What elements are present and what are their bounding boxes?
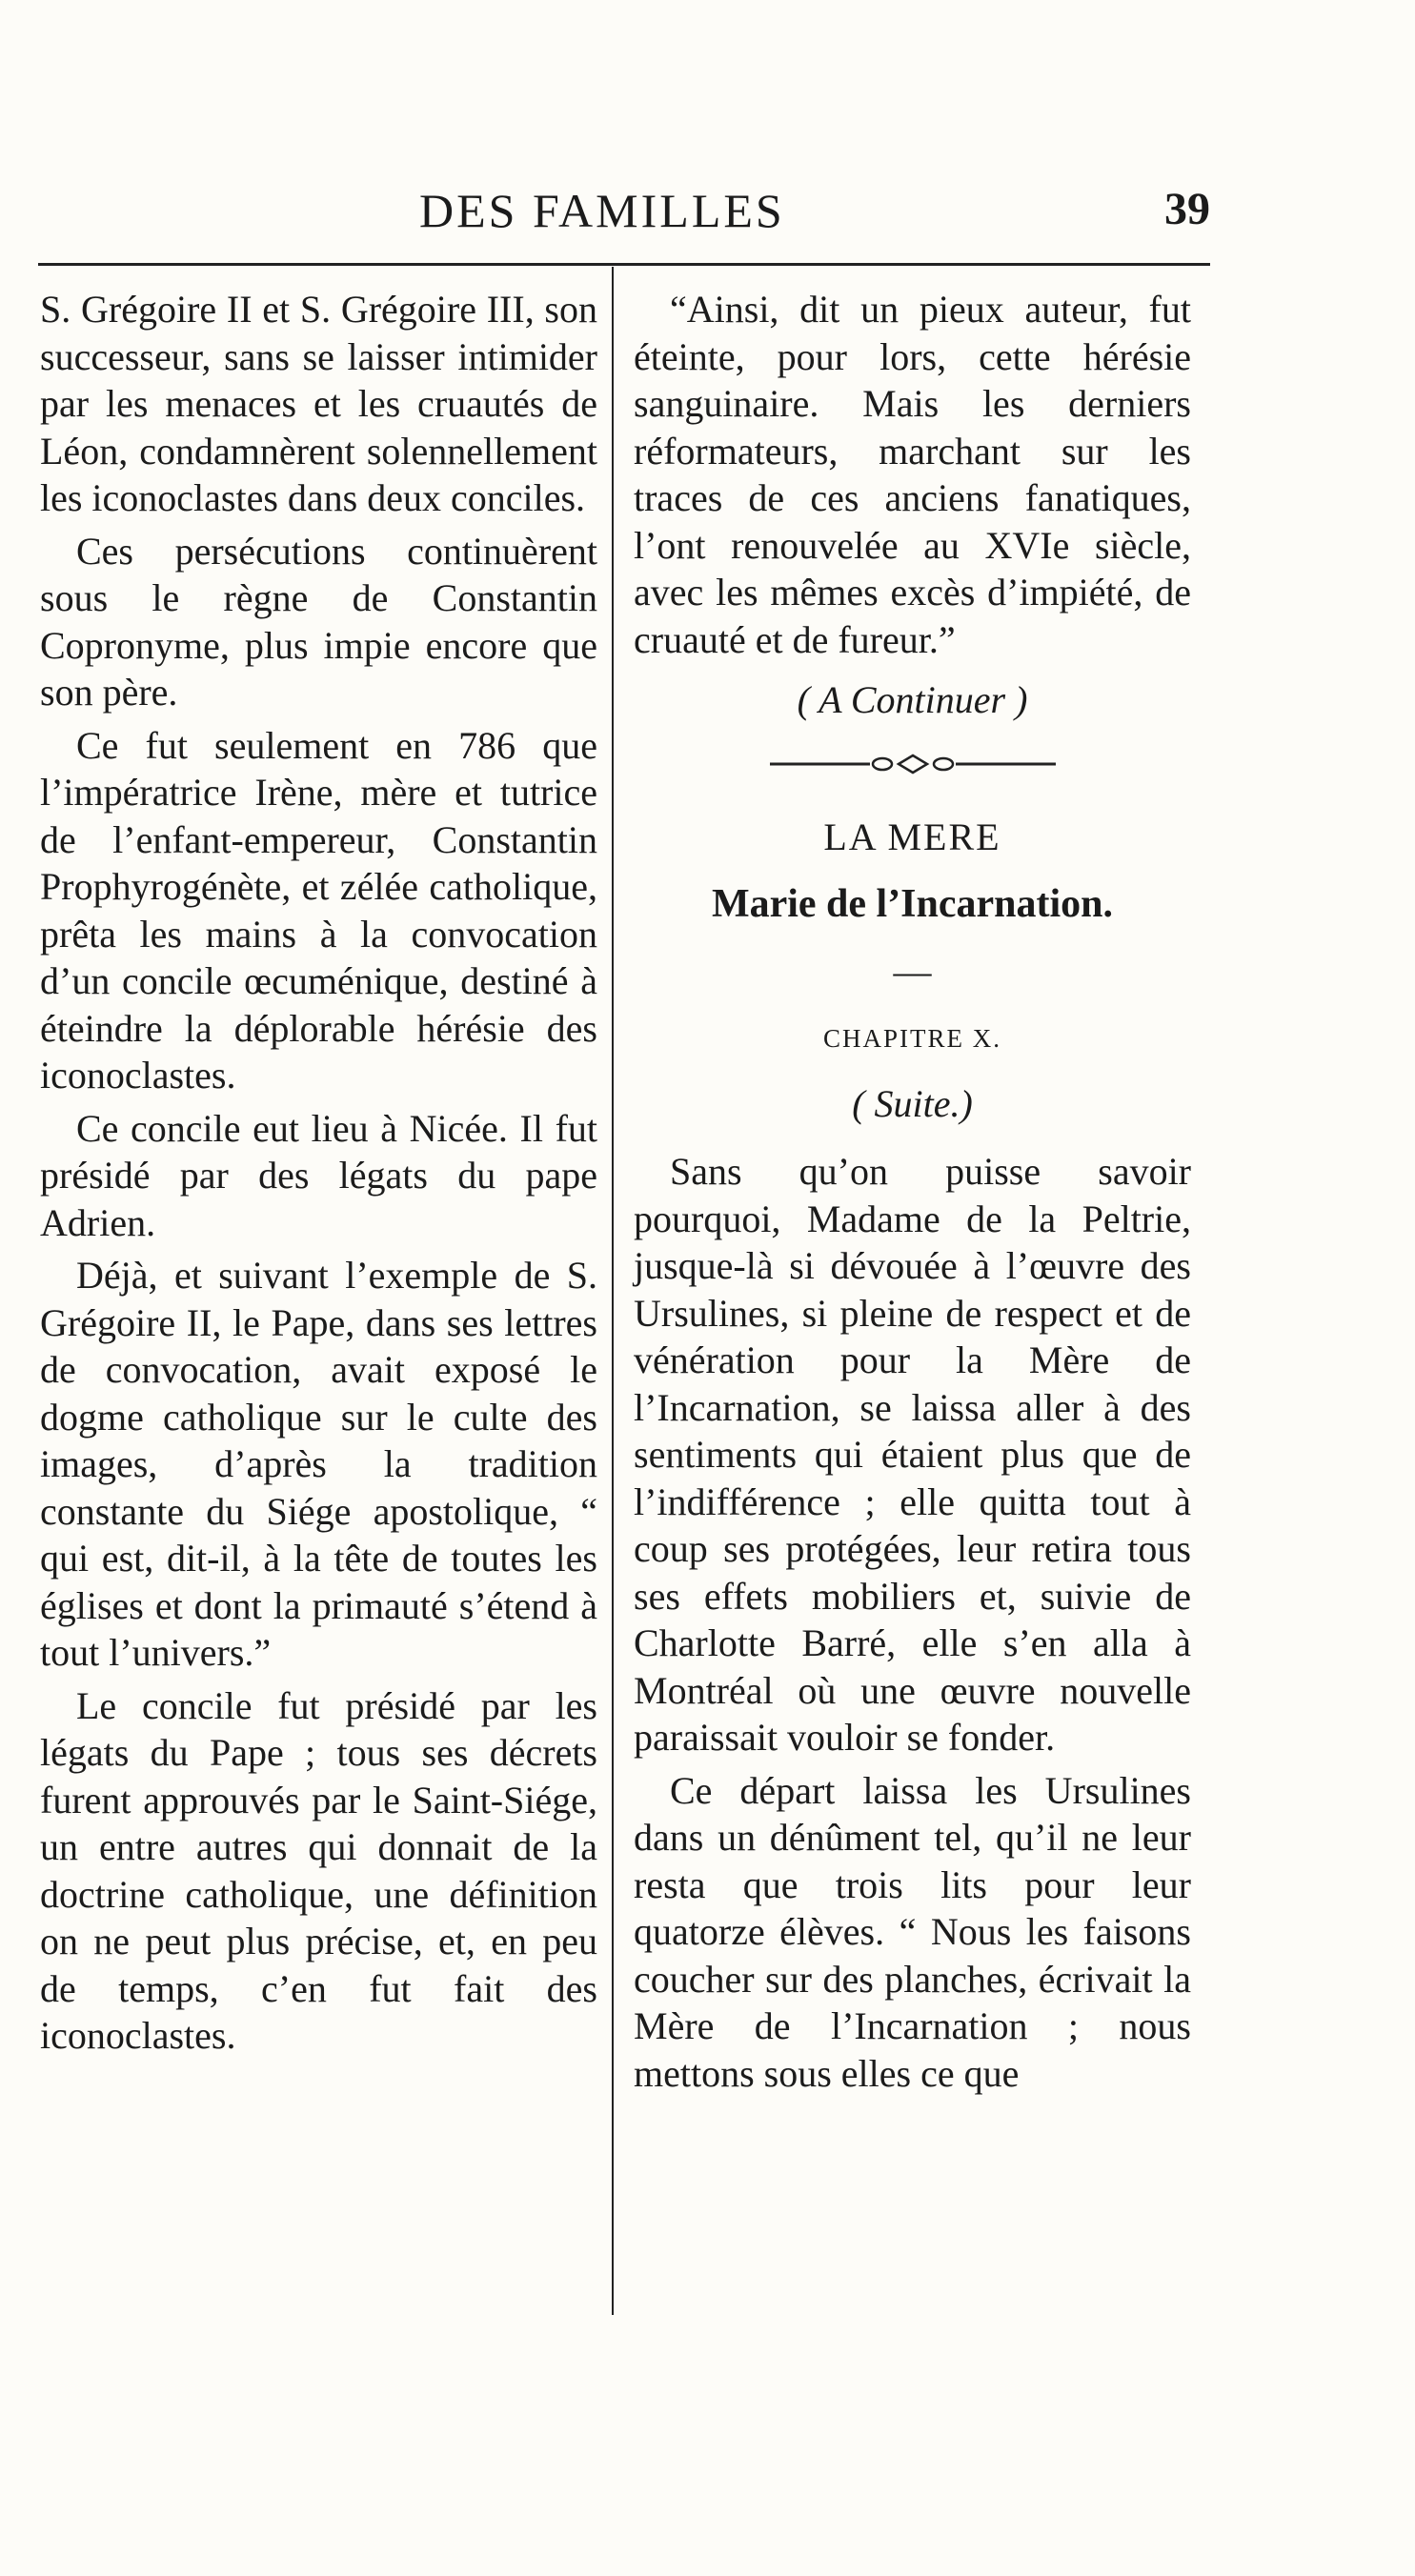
- paragraph: Ces persécutions continuèrent sous le règne de Constantin Copronyme, plus impie encore que son père.: [40, 529, 597, 714]
- left-column: [40, 286, 597, 2065]
- paragraph: Ce départ laissa les Ursulines dans un dénûment tel, qu’il ne leur resta que trois lits pour leur quatorze élèves. “ Nous les faisons coucher sur des planches, écrivait la Mère de l’Incarnation ; nous mettons sous elles ce que: [634, 1768, 1191, 2095]
- page-number: 39: [1164, 184, 1210, 234]
- paragraph: S. Grégoire II et S. Grégoire III, son successeur, sans se laisser intimider par les menaces et les cruautés de Léon, condamnèrent solennellement les iconoclastes dans deux conciles.: [40, 288, 597, 519]
- article-title: LA MERE: [823, 815, 1001, 858]
- ornament-divider-icon: [770, 753, 1056, 775]
- paragraph: Le concile fut présidé par les légats du Pape ; tous ses décrets furent approuvés par le Saint-Siége, un entre autres qui donnait de la doctrine catholique, une définition on ne peut plus précise, et, en peu de temps, c’en fut fait des iconoclastes.: [40, 1683, 597, 2057]
- chapter-heading: CHAPITRE X.: [822, 1024, 1001, 1053]
- paragraph: Ce concile eut lieu à Nicée. Il fut présidé par des légats du pape Adrien.: [40, 1106, 597, 1244]
- header-rule: [38, 263, 1210, 266]
- section-dash: —: [893, 949, 932, 993]
- running-head: DES FAMILLES: [419, 184, 785, 237]
- page-header: [38, 171, 1210, 248]
- quote-paragraph: “Ainsi, dit un pieux auteur, fut éteinte, pour lors, cette hérésie sanguinaire. Mais les derniers réformateurs, marchant sur les traces de ces anciens fanatiques, l’ont renouvelée au XVIe siècle, avec les mêmes excès d’impiété, de cruauté et de fureur.”: [634, 288, 1191, 661]
- column-divider: [612, 267, 614, 2315]
- continuation-note: ( A Continuer ): [797, 678, 1028, 721]
- paragraph: Déjà, et suivant l’exemple de S. Grégoire II, le Pape, dans ses lettres de convocation, avait exposé le dogme catholique sur le culte des images, d’après la tradition constante du Siége apostolique, “ qui est, dit-il, à la tête de toutes les églises et dont la primauté s’étend à tout l’univers.”: [40, 1254, 597, 1674]
- right-column: [634, 286, 1191, 2103]
- paragraph: Ce fut seulement en 786 que l’impératrice Irène, mère et tutrice de l’enfant-empereur, Constantin Prophyrogénète, et zélée catholique, prêta les mains à la convocation d’un concile œcuménique, destiné à éteindre la déplorable hérésie des iconoclastes.: [40, 723, 597, 1097]
- suite-note: ( Suite.): [852, 1081, 973, 1125]
- paragraph: Sans qu’on puisse savoir pourquoi, Madame de la Peltrie, jusque-là si dévouée à l’œuvre des Ursulines, si pleine de respect et de vénération pour la Mère de l’Incarnation, se laissa aller à des sentiments qui étaient plus que de l’indifférence ; elle quitta tout à coup ses protégées, leur retira tous ses effets mobiliers et, suivie de Charlotte Barré, elle s’en alla à Montréal où une œuvre nouvelle paraissait vouloir se fonder.: [634, 1150, 1191, 1759]
- article-subtitle: Marie de l’Incarnation.: [711, 882, 1114, 926]
